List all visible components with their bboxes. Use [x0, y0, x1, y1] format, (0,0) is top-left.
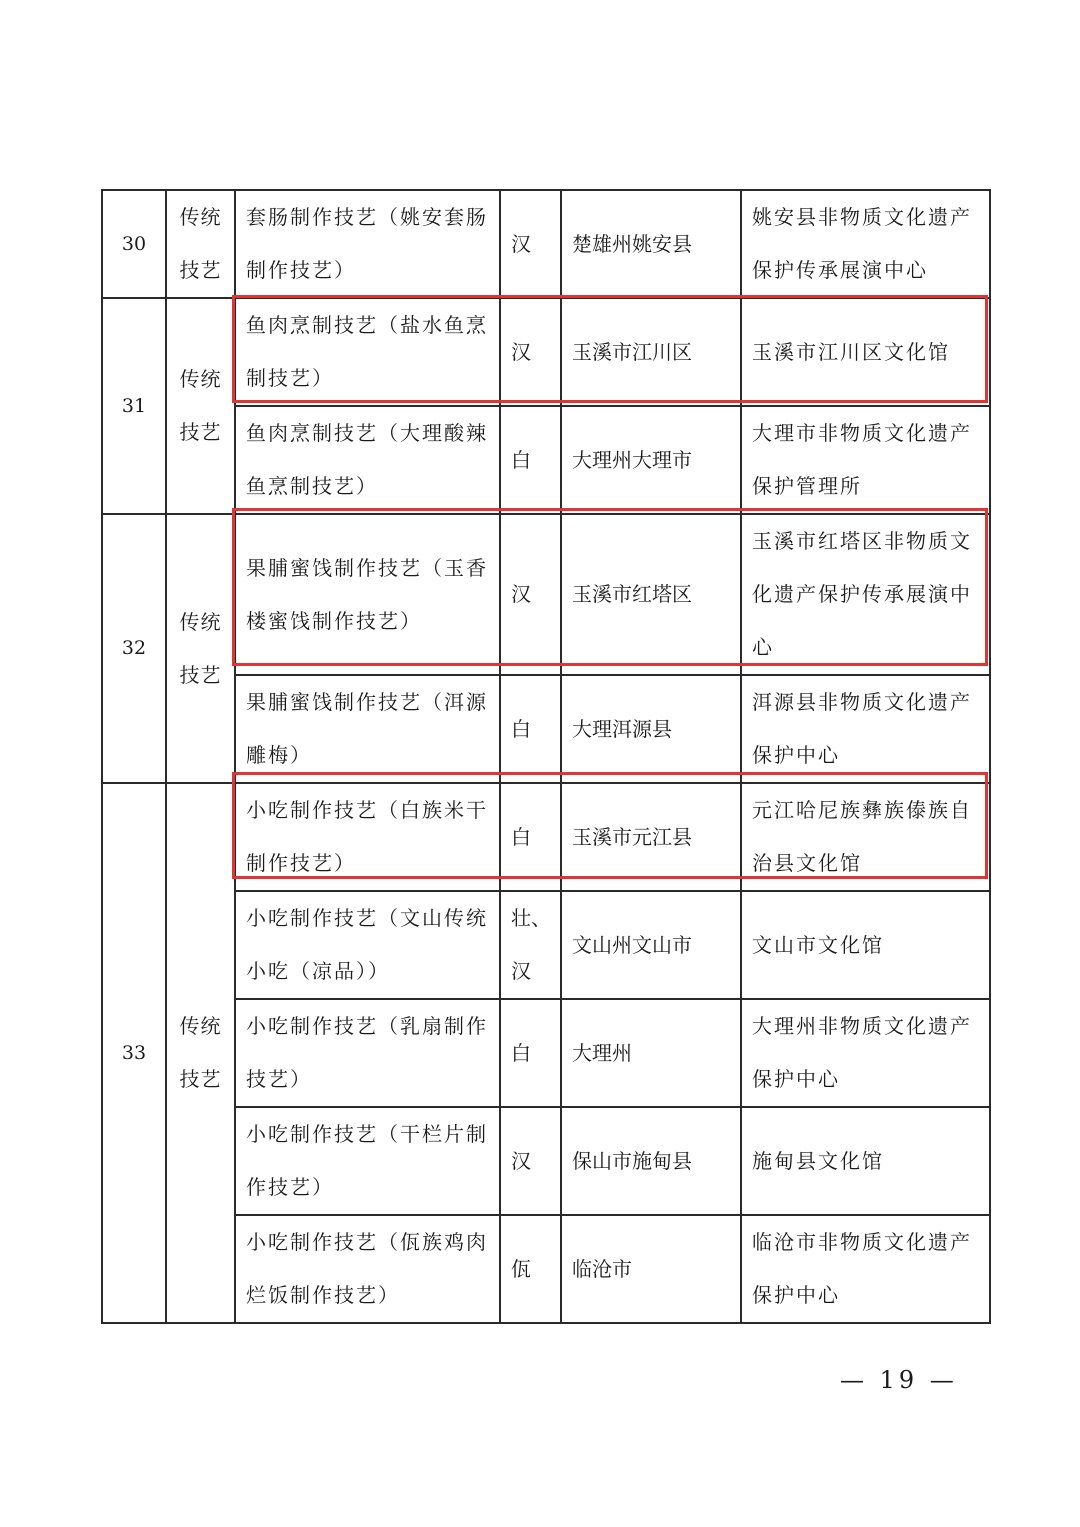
- region-cell: 大理洱源县: [561, 675, 741, 783]
- protection-unit-cell: 临沧市非物质文化遗产保护中心: [741, 1215, 990, 1323]
- table-row: [102, 190, 990, 298]
- ethnicity-cell: 汉: [500, 514, 561, 675]
- table-row: [102, 514, 990, 675]
- region-cell: 大理州: [561, 999, 741, 1107]
- protection-unit-cell: 洱源县非物质文化遗产保护中心: [741, 675, 990, 783]
- region-cell: 玉溪市元江县: [561, 783, 741, 891]
- project-name-cell: 果脯蜜饯制作技艺（洱源雕梅）: [235, 675, 500, 783]
- category-cell: 传统技艺: [166, 298, 235, 514]
- protection-unit-cell: 大理市非物质文化遗产保护管理所: [741, 406, 990, 514]
- protection-unit-cell: 大理州非物质文化遗产保护中心: [741, 999, 990, 1107]
- region-cell: 临沧市: [561, 1215, 741, 1323]
- ethnicity-cell: 白: [500, 999, 561, 1107]
- protection-unit-cell: 姚安县非物质文化遗产保护传承展演中心: [741, 190, 990, 298]
- protection-unit-cell: 玉溪市红塔区非物质文化遗产保护传承展演中心: [741, 514, 990, 675]
- region-cell: 文山州文山市: [561, 891, 741, 999]
- project-name-cell: 小吃制作技艺（干栏片制作技艺）: [235, 1107, 500, 1215]
- table-row: [102, 406, 990, 514]
- project-name-cell: 果脯蜜饯制作技艺（玉香楼蜜饯制作技艺）: [235, 514, 500, 675]
- protection-unit-cell: 玉溪市江川区文化馆: [741, 298, 990, 406]
- region-cell: 玉溪市江川区: [561, 298, 741, 406]
- region-cell: 玉溪市红塔区: [561, 514, 741, 675]
- ethnicity-cell: 壮、汉: [500, 891, 561, 999]
- ethnicity-cell: 白: [500, 783, 561, 891]
- project-name-cell: 小吃制作技艺（白族米干制作技艺）: [235, 783, 500, 891]
- heritage-list-table: [101, 189, 991, 1324]
- project-name-cell: 小吃制作技艺（乳扇制作技艺）: [235, 999, 500, 1107]
- ethnicity-cell: 汉: [500, 298, 561, 406]
- region-cell: 大理州大理市: [561, 406, 741, 514]
- ethnicity-cell: 汉: [500, 1107, 561, 1215]
- category-cell: 传统技艺: [166, 190, 235, 298]
- table-row: [102, 891, 990, 999]
- ethnicity-cell: 白: [500, 675, 561, 783]
- protection-unit-cell: 文山市文化馆: [741, 891, 990, 999]
- protection-unit-cell: 元江哈尼族彝族傣族自治县文化馆: [741, 783, 990, 891]
- region-cell: 楚雄州姚安县: [561, 190, 741, 298]
- project-name-cell: 套肠制作技艺（姚安套肠制作技艺）: [235, 190, 500, 298]
- row-number: 30: [102, 190, 166, 298]
- region-cell: 保山市施甸县: [561, 1107, 741, 1215]
- table-row: [102, 675, 990, 783]
- project-name-cell: 鱼肉烹制技艺（大理酸辣鱼烹制技艺）: [235, 406, 500, 514]
- category-cell: 传统技艺: [166, 514, 235, 783]
- project-name-cell: 小吃制作技艺（文山传统小吃（凉品））: [235, 891, 500, 999]
- category-cell: 传统技艺: [166, 783, 235, 1323]
- page-number: — 19 —: [840, 1366, 958, 1394]
- ethnicity-cell: 汉: [500, 190, 561, 298]
- project-name-cell: 小吃制作技艺（佤族鸡肉烂饭制作技艺）: [235, 1215, 500, 1323]
- row-number: 31: [102, 298, 166, 514]
- table-row: [102, 298, 990, 406]
- table-row: [102, 783, 990, 891]
- ethnicity-cell: 白: [500, 406, 561, 514]
- table-row: [102, 999, 990, 1107]
- row-number: 33: [102, 783, 166, 1323]
- protection-unit-cell: 施甸县文化馆: [741, 1107, 990, 1215]
- ethnicity-cell: 佤: [500, 1215, 561, 1323]
- table-row: [102, 1107, 990, 1215]
- project-name-cell: 鱼肉烹制技艺（盐水鱼烹制技艺）: [235, 298, 500, 406]
- row-number: 32: [102, 514, 166, 783]
- table-row: [102, 1215, 990, 1323]
